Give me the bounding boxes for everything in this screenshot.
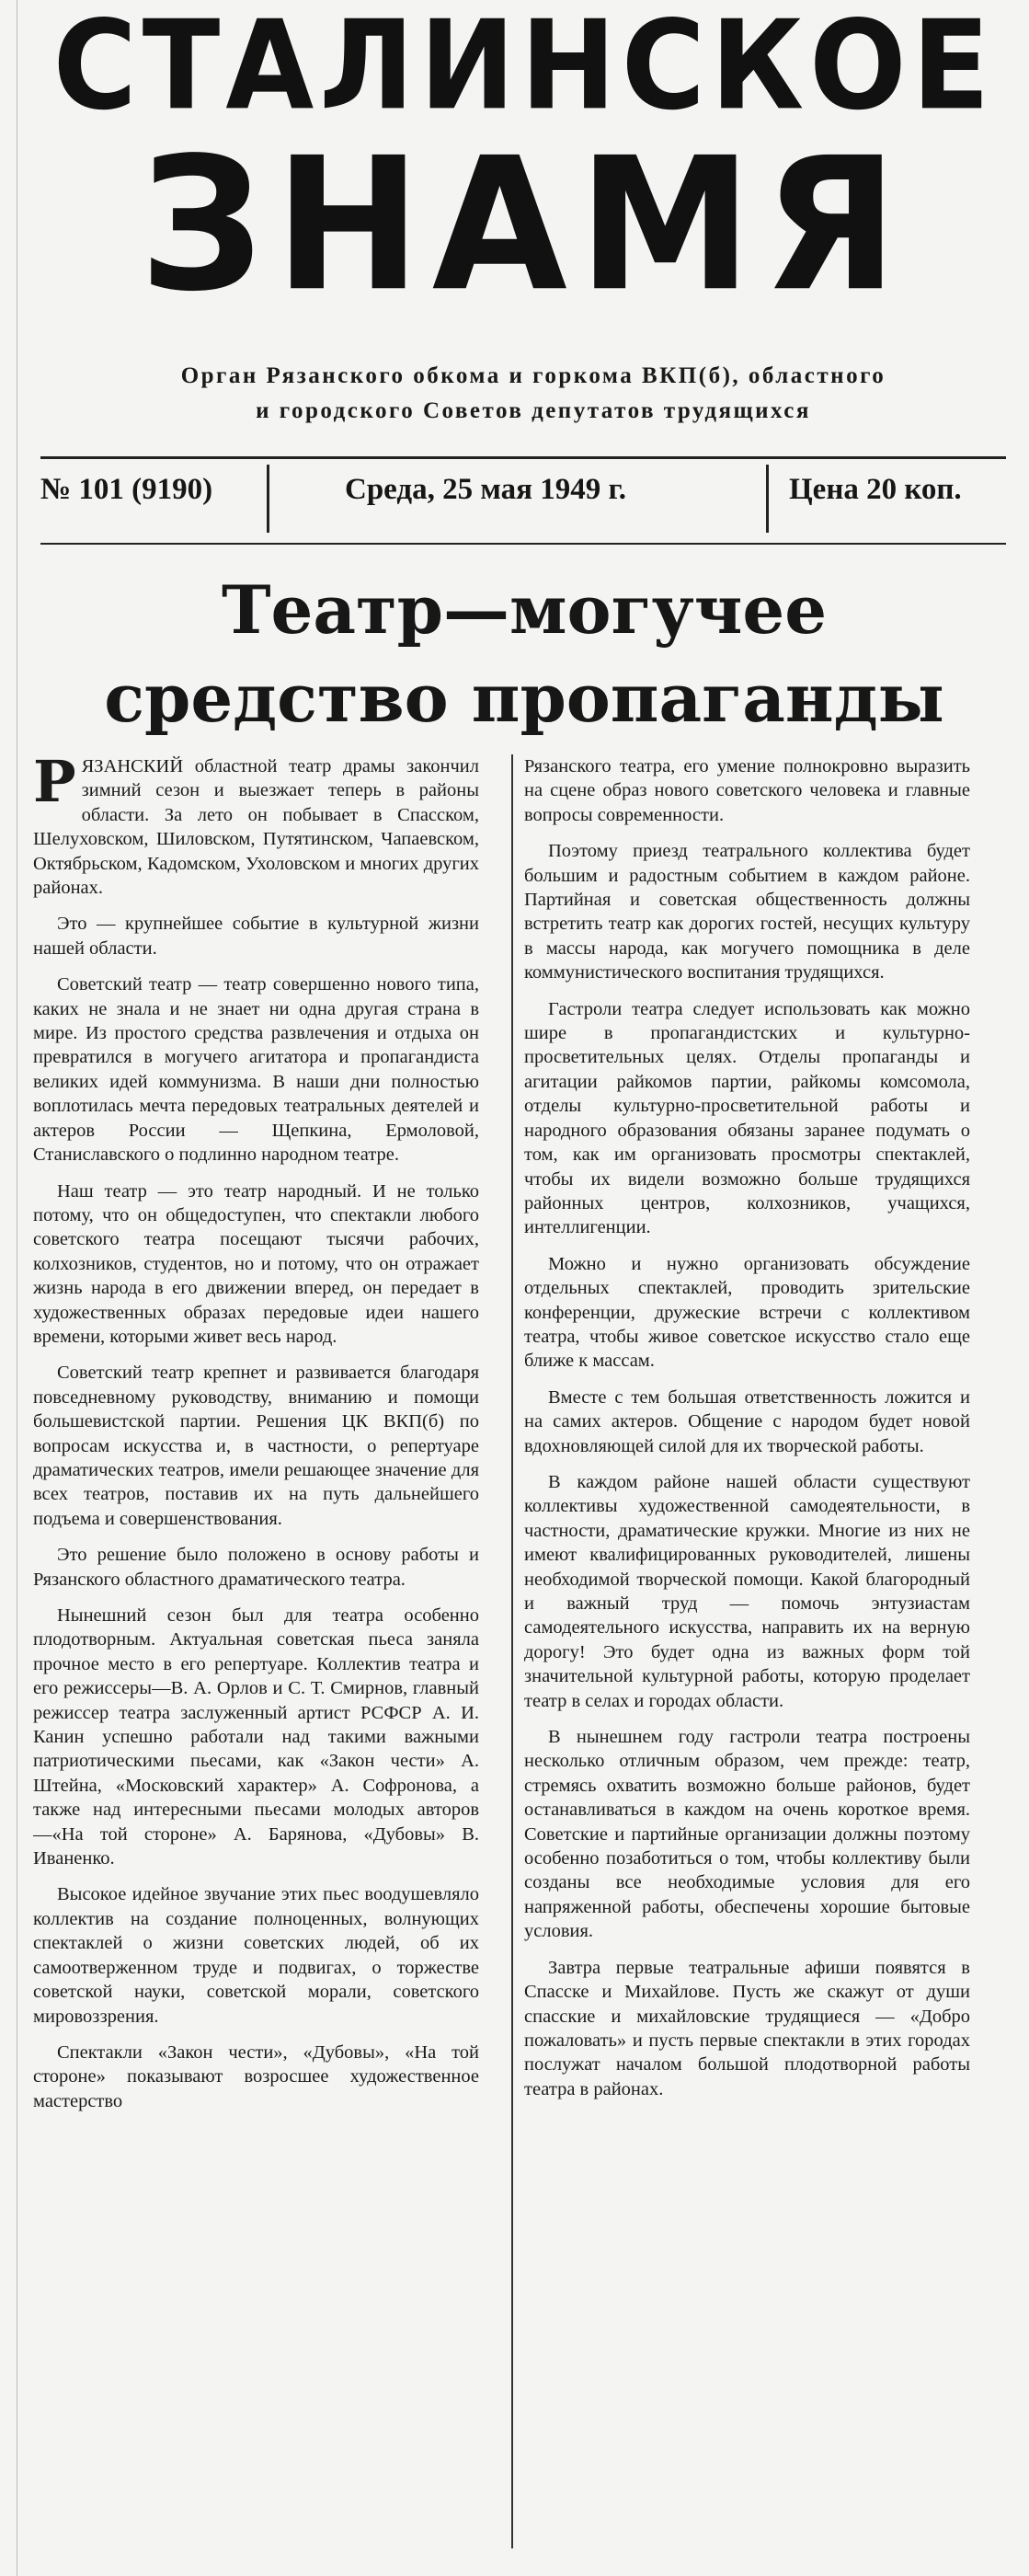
headline-line1: Театр—могучее bbox=[221, 570, 828, 649]
article-paragraph: Нынешний сезон был для театра особенно плодотворным. Актуальная советская пьеса заняла прочное место в его репертуаре. Коллектив театра и его режиссеры—В. А. Орлов и С. Т. Смирнов, главный режиссер театра заслуженный артист РСФСР А. И. Канин успешно работали над такими важными патриотическими пьесами, как «Закон чести» А. Штейна, «Московский характер» А. Софронова, а также над интересными пьесами молодых авторов—«На той стороне» А. Барянова, «Дубовы» В. Иваненко. bbox=[33, 1605, 479, 1869]
article-headline bbox=[37, 566, 1012, 742]
drop-cap: Р bbox=[33, 754, 76, 815]
masthead-rule-bottom bbox=[40, 543, 1006, 545]
article-paragraph: Завтра первые театральные афиши появятся в Спасске и Михайлове. Пусть же скажут от души спасские и михайловские трудящиеся — «Добро пожаловать» и пусть первые спектакли в этих городах послужат началом большой плодотворной работы театра в районах. bbox=[524, 1957, 970, 2099]
masthead bbox=[37, 0, 1012, 442]
article-column-left bbox=[33, 754, 479, 2558]
article-paragraph: Спектакли «Закон чести», «Дубовы», «На той стороне» показывают возросшее художественное мастерство bbox=[33, 2041, 479, 2111]
masthead-rule-top bbox=[40, 456, 1006, 459]
issue-date: Среда, 25 мая 1949 г. bbox=[345, 473, 626, 506]
subtitle-line2: и городского Советов депутатов трудящихся bbox=[256, 398, 811, 423]
article-paragraph: Высокое идейное звучание этих пьес воодушевляло коллектив на создание полноценных, волнующих спектаклей о жизни советских людей, об их самоотверженном труде и подвигах, о торжестве советской науки, советской морали, советского мировоззрения. bbox=[33, 1884, 479, 2027]
article-paragraph: Это решение было положено в основу работы и Рязанского областного драматического театра. bbox=[33, 1545, 479, 1590]
subtitle-line1: Орган Рязанского обкома и горкома ВКП(б), областного bbox=[180, 363, 886, 388]
issue-price: Цена 20 коп. bbox=[789, 473, 962, 506]
article-paragraph: Это — крупнейшее событие в культурной жизни нашей области. bbox=[33, 914, 479, 959]
article-paragraph: Поэтому приезд театрального коллектива будет большим и радостным событием в каждом районе. Партийная и советская общественность должны встретить театр как дорогих гостей, несущих культуру в массы народа, как могучего помощника в деле коммунистического воспитания трудящихся. bbox=[524, 841, 970, 983]
article-paragraph: Советский театр — театр совершенно нового типа, каких не знала и не знает ни одна другая страна в мире. Из простого средства развлечения и отдыха он превратился в могучего агитатора и пропагандиста великих идей коммунизма. В наши дни полностью воплотилась мечта передовых театральных деятелей и актеров России — Щепкина, Ермоловой, Станиславского о подлинно народном театре. bbox=[33, 974, 479, 1166]
newspaper-title-line2: ЗНАМЯ bbox=[139, 118, 909, 332]
article-paragraph: Советский театр крепнет и развивается благодаря повседневному руководству, вниманию и помощи большевистской партии. Решения ЦК ВКП(б) по вопросам искусства и, в частности, о репертуаре драматических театров, имели решающее значение для всех театров, поставив их на путь дальнейшего подъема и совершенствования. bbox=[33, 1363, 479, 1529]
article-paragraph: В каждом районе нашей области существуют коллективы художественной самодеятельности, в частности, драматические кружки. Многие из них не имеют квалифицированных руководителей, лишены необходимой творческой помощи. Какой благородный и важный труд — помочь энтузиастам самодеятельного искусства, направить их на верную дорогу! Это будет одна из важных форм той значительной культурной работы, которую проделает театр в селах и городах области. bbox=[524, 1471, 970, 1711]
article-paragraph: Наш театр — это театр народный. И не только потому, что он общедоступен, что спектакли любого советского театра посещают тысячи рабочих, колхозников, студентов, но и потому, что он отражает жизнь народа в его движении вперед, он передает в художественных образах передовые идеи нашего времени, которыми живет весь народ. bbox=[33, 1180, 479, 1347]
column-divider bbox=[511, 754, 513, 2548]
article-column-right bbox=[524, 754, 970, 2558]
article-paragraph: В нынешнем году гастроли театра построены несколько отличным образом, чем прежде: театр, стремясь охватить возможно больше районов, будет останавливаться в каждом на очень короткое время. Советские и партийные организации должны поэтому особенно позаботиться о том, чтобы коллективу были созданы все необходимые условия для его напряженной работы, обеспечены хорошие бытовые условия. bbox=[524, 1727, 970, 1942]
info-divider bbox=[267, 465, 269, 533]
article-paragraph: Рязанского театра, его умение полнокровно выразить на сцене образ нового советского человека и главные вопросы современности. bbox=[524, 756, 970, 825]
headline-line2: средство пропаганды bbox=[104, 659, 944, 737]
newspaper-subtitle bbox=[92, 359, 975, 429]
article-paragraph: Гастроли театра следует использовать как можно шире в пропагандистских и культурно-просветительных целях. Отделы пропаганды и агитации райкомов партии, райкомы комсомола, отделы культурно-просветительной работы и народного образования обязаны заранее подумать о том, как им организовать просмотры спектаклей, чтобы их видели возможно больше трудящихся районных центров, колхозников, учащихся, интеллигенции. bbox=[524, 998, 970, 1238]
issue-number: № 101 (9190) bbox=[40, 473, 213, 506]
newspaper-title-line1: СТАЛИНСКОЕ bbox=[52, 0, 996, 138]
article-paragraph: РЯЗАНСКИЙ областной театр драмы закончил зимний сезон и выезжает теперь в районы области. За лето он побывает в Спасском, Шелуховском, Шиловском, Путятинском, Чапаевском, Октябрьском, Кадомском, Ухоловском и многих других районах. bbox=[33, 754, 479, 899]
info-divider bbox=[766, 465, 769, 533]
article-paragraph: Вместе с тем большая ответственность ложится и на самих актеров. Общение с народом будет новой вдохновляющей силой для их творческой работы. bbox=[524, 1386, 970, 1456]
article-paragraph: Можно и нужно организовать обсуждение отдельных спектаклей, проводить зрительские конференции, дружеские встречи с коллективом театра, чтобы живое советское искусство стало еще ближе к массам. bbox=[524, 1253, 970, 1372]
